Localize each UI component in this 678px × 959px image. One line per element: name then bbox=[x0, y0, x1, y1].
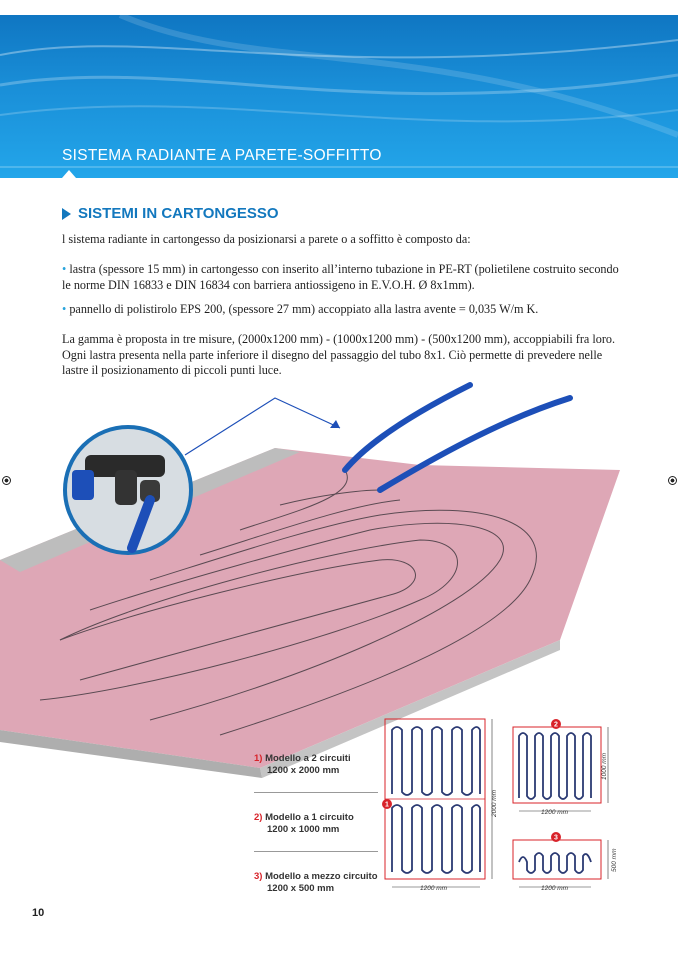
legend-number: 1) bbox=[254, 753, 263, 764]
serpentine-circuit-a bbox=[392, 727, 480, 795]
serpentine-circuit-d bbox=[519, 853, 591, 873]
legend-model-2 bbox=[254, 812, 354, 836]
dimension-2000-label: 2000 mm bbox=[491, 789, 498, 817]
bullet-item-lastra bbox=[62, 262, 622, 293]
legend-label: Modello a 2 circuiti bbox=[265, 753, 351, 764]
banner-notch bbox=[62, 170, 76, 178]
dimension-1200-a-label: 1200 mm bbox=[420, 885, 448, 892]
panel-diagrams bbox=[380, 712, 620, 897]
bullet-item-pannello bbox=[62, 302, 622, 318]
badge-3-label: 3 bbox=[554, 834, 558, 842]
header-banner bbox=[0, 15, 678, 178]
legend-model-3 bbox=[254, 871, 378, 895]
legend-label: Modello a mezzo circuito bbox=[265, 871, 378, 882]
legend-number: 3) bbox=[254, 871, 263, 882]
pipe-supply bbox=[345, 385, 470, 470]
badge-2-label: 2 bbox=[554, 721, 558, 729]
serpentine-circuit-c bbox=[519, 733, 591, 799]
section-heading-text: SISTEMI IN CARTONGESSO bbox=[78, 205, 279, 222]
serpentine-circuit-b bbox=[392, 805, 480, 873]
intro-paragraph: l sistema radiante in cartongesso da posizionarsi a parete o a soffitto è composto da: bbox=[62, 232, 471, 246]
bullet-text-pannello: pannello di polistirolo EPS 200, (spessore 27 mm) accoppiato alla lastra avente = 0,035 W/m K. bbox=[66, 302, 539, 316]
range-paragraph: La gamma è proposta in tre misure, (2000x1200 mm) - (1000x1200 mm) - (500x1200 mm), accoppiabili fra loro. Ogni lastra presenta nella parte inferiore il disegno del passaggio del tubo 8x1. Ciò permette di prevedere nelle lastre il posizionamento di piccoli punti luce. bbox=[62, 332, 616, 377]
legend-number: 2) bbox=[254, 812, 263, 823]
badge-1-label: 1 bbox=[385, 801, 389, 809]
page-number: 10 bbox=[32, 907, 45, 919]
triangle-bullet-icon bbox=[62, 208, 71, 220]
legend-dims: 1200 x 500 mm bbox=[267, 883, 335, 894]
dimension-1200-c-label: 1200 mm bbox=[541, 885, 569, 892]
bullet-icon: • bbox=[62, 262, 67, 276]
legend-divider bbox=[254, 851, 378, 852]
legend-model-1 bbox=[254, 753, 351, 777]
dimension-1200-b-label: 1200 mm bbox=[541, 809, 569, 816]
legend-label: Modello a 1 circuito bbox=[265, 812, 354, 823]
section-heading bbox=[62, 205, 279, 222]
bullet-text-lastra: lastra (spessore 15 mm) in cartongesso con inserito all’interno tubazione in PE-RT (polietilene costruito secondo le norme DIN 16833 e DIN 16834 con barriera antiossigeno in E.V.O.H. Ø 8x1mm). bbox=[62, 262, 619, 292]
bullet-icon: • bbox=[62, 302, 67, 316]
dimension-1000-label: 1000 mm bbox=[601, 752, 608, 780]
legend-dims: 1200 x 2000 mm bbox=[267, 765, 340, 776]
legend-divider bbox=[254, 792, 378, 793]
legend-dims: 1200 x 1000 mm bbox=[267, 824, 340, 835]
callout-line bbox=[185, 398, 340, 455]
banner-title: SISTEMA RADIANTE A PARETE-SOFFITTO bbox=[62, 147, 382, 164]
dimension-500-label: 500 mm bbox=[611, 848, 618, 872]
